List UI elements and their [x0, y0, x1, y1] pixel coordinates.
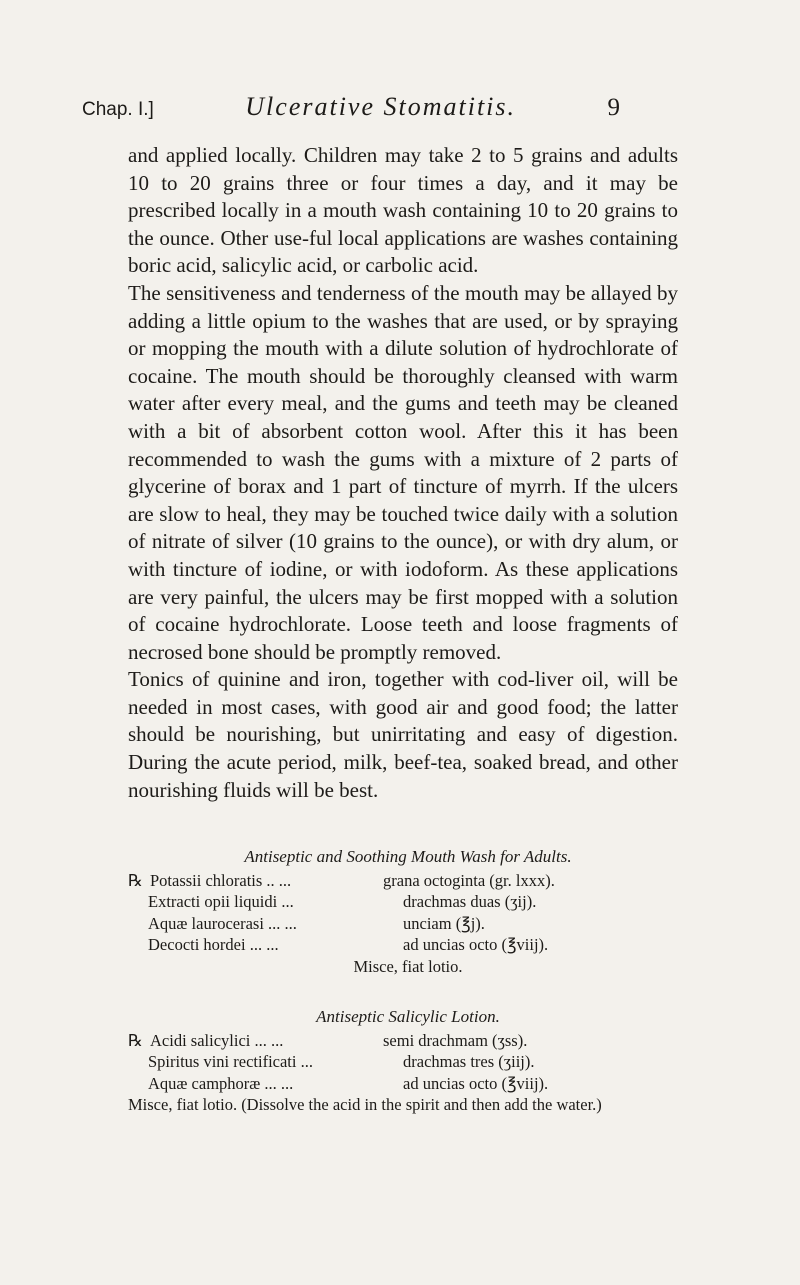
ingredient: Aquæ camphoræ: [148, 1073, 261, 1093]
ingredient: Extracti opii liquidi: [148, 892, 278, 911]
quantity: drachmas duas (ʒij).: [403, 892, 537, 911]
prescription-closing: Misce, fiat lotio. (Dissolve the acid in the spirit and then add the water.): [128, 1095, 602, 1114]
quantity: semi drachmam (ʒss).: [383, 1030, 528, 1050]
prescription-mouth-wash: [128, 846, 688, 977]
prescription-row: [128, 870, 688, 892]
quantity: drachmas tres (ʒiij).: [403, 1052, 535, 1071]
quantity: grana octoginta (gr. lxxx).: [383, 870, 555, 890]
paragraph-3: Tonics of quinine and iron, together with cod-liver oil, will be needed in most cases, with good air and good food; the latter should be nourishing, but unirritating and easy of digestion. During the acute period, milk, beef-tea, soaked bread, and other nourishing fluids will be best.: [128, 667, 678, 802]
quantity: ad uncias octo (℥viij).: [403, 1073, 549, 1093]
ingredient: Potassii chloratis: [150, 870, 263, 890]
ingredient: Spiritus vini rectificati: [148, 1052, 297, 1071]
prescription-row: [128, 934, 688, 956]
body-text: [128, 142, 678, 804]
chapter-label: Chap. I.]: [82, 99, 154, 120]
prescription-row: [128, 1051, 688, 1073]
paragraph-2: The sensitiveness and tenderness of the mouth may be allayed by adding a little opium to the washes that are used, or by spraying or mopping the mouth with a dilute solution of hydrochlorate of cocaine. The mouth should be thoroughly cleansed with warm water after every meal, and the gums and teeth may be cleaned with a bit of absorbent cotton wool. After this it has been recommended to wash the gums with a mixture of 2 parts of glycerine of borax and 1 part of tincture of myrrh. If the ulcers are slow to heal, they may be touched twice daily with a solution of nitrate of silver (10 grains to the ounce), or with dry alum, or with tincture of iodine, or with iodoform. As these applications are very painful, the ulcers may be first mopped with a solution of cocaine hydrochlorate. Loose teeth and loose fragments of necrosed bone should be promptly removed.: [128, 280, 678, 664]
leader-dots: ...: [284, 913, 297, 933]
page-number: 9: [607, 94, 620, 121]
quantity: unciam (℥j).: [403, 913, 485, 933]
prescription-salicylic-lotion: [128, 1006, 688, 1116]
ingredient: Aquæ laurocerasi ...: [148, 913, 281, 933]
prescription-row: [128, 1030, 688, 1052]
recipe-symbol: ℞: [128, 1030, 143, 1050]
prescription-title: Antiseptic Salicylic Lotion.: [316, 1007, 500, 1026]
ingredient: Acidi salicylici: [150, 1030, 251, 1050]
quantity: ad uncias octo (℥viij).: [403, 935, 549, 954]
prescription-title: Antiseptic and Soothing Mouth Wash for Adults.: [244, 847, 572, 866]
ingredient: Decocti hordei: [148, 935, 246, 954]
page-header: [82, 92, 620, 122]
leader-dots: ... ...: [249, 935, 279, 954]
prescription-closing: Misce, fiat lotio.: [353, 956, 463, 976]
leader-dots: ...: [281, 892, 294, 911]
paragraph-1: and applied locally. Children may take 2 to 5 grains and adults 10 to 20 grains three or four times a day, and it may be prescribed locally in a mouth wash containing 10 to 20 grains to the ounce. Other use-ful local applications are washes containing boric acid, salicylic acid, or carbolic acid.: [128, 143, 678, 278]
running-title: Ulcerative Stomatitis.: [245, 92, 517, 121]
prescription-row: [128, 891, 688, 913]
leader-dots: ... ...: [264, 1073, 294, 1093]
leader-dots: ...: [300, 1052, 313, 1071]
prescription-row: [128, 1073, 688, 1095]
leader-dots: ... ...: [254, 1030, 284, 1050]
leader-dots: .. ...: [266, 870, 292, 890]
recipe-symbol: ℞: [128, 870, 143, 890]
prescription-row: [128, 913, 688, 935]
